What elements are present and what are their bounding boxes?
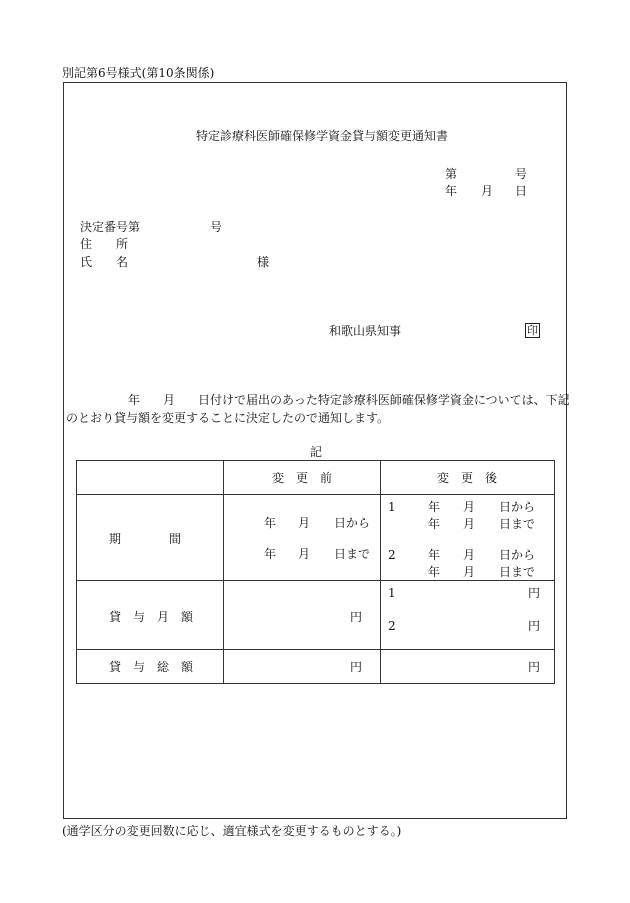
- name-label-1: 氏: [80, 255, 93, 269]
- header-before-cell: [224, 461, 381, 495]
- monthly-label: 貸 与 月 額: [109, 610, 194, 624]
- monthly-after-1-yen: 円: [528, 586, 541, 600]
- monthly-after-cell: [381, 581, 555, 650]
- period-after-1-end-year: 年: [428, 517, 441, 531]
- period-before-start-month: 月: [298, 516, 311, 530]
- total-after-yen: 円: [528, 660, 541, 674]
- address-label-2: 所: [116, 237, 129, 251]
- date-month: 月: [481, 184, 494, 198]
- body-line-1: 日付けで届出のあった特定診療科医師確保修学資金については、下記: [198, 393, 570, 407]
- table-row-period: [77, 495, 555, 581]
- total-label-cell: [77, 650, 224, 684]
- body-line-2: のとおり貸与額を変更することに決定したので通知します。: [66, 411, 390, 425]
- total-label: 貸 与 総 額: [109, 660, 194, 674]
- period-after-2-start-month: 月: [463, 548, 476, 562]
- period-after-1-end-day: 日まで: [499, 517, 536, 531]
- period-after-2-end-month: 月: [463, 565, 476, 579]
- table-header-row: [77, 461, 555, 495]
- monthly-before-yen: 円: [350, 610, 363, 624]
- period-after-2-end-year: 年: [428, 565, 441, 579]
- monthly-label-cell: [77, 581, 224, 650]
- doc-number-go: 号: [515, 167, 528, 181]
- table-row-monthly: [77, 581, 555, 650]
- table-row-total: [77, 650, 555, 684]
- seal-mark: 印: [527, 324, 538, 337]
- date-year: 年: [445, 184, 458, 198]
- period-before-end-day: 日まで: [334, 547, 371, 561]
- monthly-after-1-number: 1: [388, 586, 396, 600]
- honorific-sama: 様: [257, 255, 270, 269]
- period-before-start-year: 年: [264, 516, 277, 530]
- period-before-end-year: 年: [264, 547, 277, 561]
- header-after: 変 更 後: [437, 471, 498, 485]
- decision-number-dai: 第: [128, 220, 141, 234]
- address-label-1: 住: [80, 237, 93, 251]
- total-before-cell: [224, 650, 381, 684]
- period-after-2-number: 2: [388, 548, 396, 562]
- period-label: 期 間: [109, 532, 182, 546]
- period-after-1-start-day: 日から: [499, 500, 536, 514]
- period-after-2-start-day: 日から: [499, 548, 536, 562]
- period-after-1-end-month: 月: [463, 517, 476, 531]
- date-day: 日: [515, 184, 528, 198]
- total-before-yen: 円: [350, 660, 363, 674]
- period-before-end-month: 月: [298, 547, 311, 561]
- body-month: 月: [163, 393, 176, 407]
- form-label: 別記第6号様式(第10条関係): [62, 66, 215, 80]
- period-after-1-start-month: 月: [463, 500, 476, 514]
- name-label-2: 名: [116, 255, 129, 269]
- period-label-cell: [77, 495, 224, 581]
- footer-note: (通学区分の変更回数に応じ、適宜様式を変更するものとする。): [62, 824, 402, 838]
- header-after-cell: [381, 461, 555, 495]
- period-after-1-start-year: 年: [428, 500, 441, 514]
- header-empty-cell: [77, 461, 224, 495]
- monthly-after-2-number: 2: [388, 619, 396, 633]
- decision-number-label: 決定番号: [80, 220, 129, 234]
- ki-heading: 記: [310, 445, 323, 459]
- period-before-start-day: 日から: [334, 516, 371, 530]
- period-before-cell: [224, 495, 381, 581]
- period-after-1-number: 1: [388, 500, 396, 514]
- document-title: 特定診療科医師確保修学資金貸与額変更通知書: [196, 129, 449, 143]
- period-after-cell: [381, 495, 555, 581]
- monthly-before-cell: [224, 581, 381, 650]
- issuer-name: 和歌山県知事: [329, 324, 402, 338]
- header-before: 変 更 前: [272, 471, 333, 485]
- total-after-cell: [381, 650, 555, 684]
- body-year: 年: [128, 393, 141, 407]
- doc-number-dai: 第: [445, 167, 458, 181]
- monthly-after-2-yen: 円: [528, 619, 541, 633]
- change-table: [76, 460, 555, 684]
- period-after-2-end-day: 日まで: [499, 565, 536, 579]
- decision-number-go: 号: [210, 220, 223, 234]
- period-after-2-start-year: 年: [428, 548, 441, 562]
